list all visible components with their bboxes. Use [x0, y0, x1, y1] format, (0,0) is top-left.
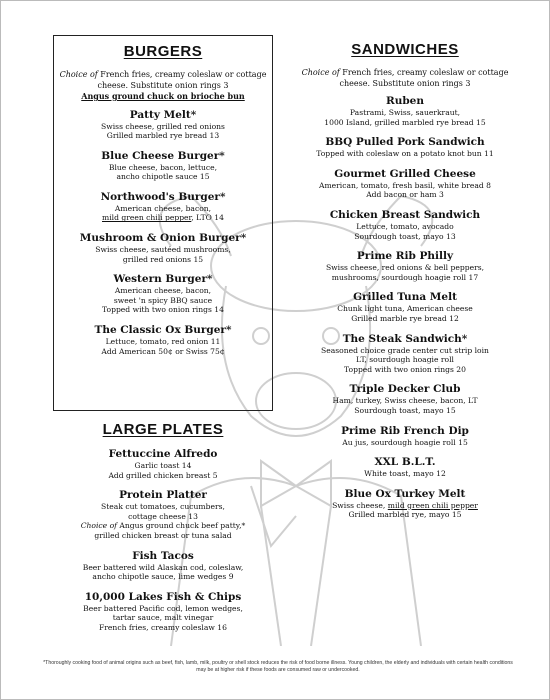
- item-desc: Topped with coleslaw on a potato knot bun 11: [316, 149, 494, 159]
- sandwiches-section: [291, 41, 519, 529]
- item-name: XXL B.L.T.: [374, 456, 436, 469]
- item-name: Fish Tacos: [132, 549, 194, 562]
- item-desc: ancho chipotle sauce 15: [116, 172, 210, 182]
- item-name: Patty Melt*: [129, 108, 197, 121]
- burgers-section: [53, 43, 273, 365]
- menu-item: [53, 591, 273, 633]
- item-desc-lead: Swiss cheese,: [332, 500, 388, 510]
- item-desc: Sourdough toast, mayo 13: [354, 231, 456, 241]
- sandwiches-intro-text: French fries, creamy coleslaw or cottage cheese. Substitute onion rings 3: [339, 68, 509, 88]
- underlined-text: mild green chili pepper: [387, 500, 478, 510]
- menu-item: [291, 383, 519, 415]
- menu-item: [53, 550, 273, 582]
- item-desc: Blue cheese, bacon, lettuce,: [108, 162, 218, 172]
- item-desc: cottage cheese 13: [128, 511, 198, 521]
- item-desc: Add grilled chicken breast 5: [108, 470, 218, 480]
- burgers-intro-underline: Angus ground chuck on brioche bun: [81, 91, 245, 101]
- item-desc: Topped with two onion rings 20: [344, 364, 466, 374]
- item-desc: Grilled marble rye bread 12: [351, 313, 459, 323]
- item-desc-tail: , LTO 14: [191, 213, 224, 223]
- menu-item: [53, 489, 273, 540]
- item-name: 10,000 Lakes Fish & Chips: [84, 590, 242, 603]
- item-desc: Pastrami, Swiss, sauerkraut,: [349, 108, 461, 117]
- item-desc: grilled chicken breast or tuna salad: [94, 530, 232, 540]
- item-desc: Add American 50¢ or Swiss 75¢: [101, 346, 225, 356]
- item-desc: Grilled marbled rye bread 13: [106, 131, 220, 141]
- item-name: Fettuccine Alfredo: [108, 448, 218, 460]
- item-desc: American, tomato, fresh basil, white bread 8: [318, 180, 492, 190]
- item-desc: Beer battered Pacific cod, lemon wedges,: [83, 603, 243, 613]
- item-name: The Steak Sandwich*: [342, 332, 468, 345]
- menu-item: [53, 232, 273, 264]
- burgers-intro-text: French fries, creamy coleslaw or cottage cheese. Substitute onion rings 3: [97, 70, 267, 90]
- item-desc: Au jus, sourdough hoagie roll 15: [342, 437, 468, 447]
- menu-item: [53, 150, 273, 182]
- item-name: Blue Ox Turkey Melt: [344, 487, 466, 500]
- menu-item: [53, 191, 273, 223]
- item-name: Grilled Tuna Melt: [353, 291, 457, 304]
- menu-item: [291, 456, 519, 479]
- large-plates-section: [53, 421, 273, 642]
- menu-item: [291, 488, 519, 520]
- menu-item: [291, 168, 519, 200]
- item-desc: tartar sauce, malt vinegar: [112, 613, 214, 623]
- item-desc: Chunk light tuna, American cheese: [337, 304, 473, 314]
- item-desc: LT, sourdough hoagie roll: [356, 355, 454, 365]
- item-desc: Swiss cheese, grilled red onions: [101, 121, 225, 131]
- item-desc: Lettuce, tomato, red onion 11: [105, 337, 221, 347]
- item-name: Triple Decker Club: [349, 383, 461, 396]
- item-desc: Seasoned choice grade center cut strip loin: [321, 345, 489, 355]
- item-desc: Steak cut tomatoes, cucumbers,: [101, 502, 225, 512]
- menu-item: [291, 291, 519, 323]
- burgers-title: BURGERS: [123, 43, 203, 60]
- item-desc: French fries, creamy coleslaw 16: [99, 622, 227, 632]
- item-name: Ruben: [385, 95, 425, 107]
- item-desc: Lettuce, tomato, avocado: [356, 221, 454, 231]
- item-name: Protein Platter: [119, 489, 207, 502]
- burgers-intro-italic: Choice of: [59, 70, 98, 79]
- menu-item: [291, 136, 519, 159]
- item-name: Gourmet Grilled Cheese: [334, 167, 476, 180]
- item-desc: Sourdough toast, mayo 15: [354, 405, 456, 415]
- item-desc: Swiss cheese, red onions & bell peppers,: [325, 263, 485, 273]
- item-desc: ancho chipotle sauce, lime wedges 9: [92, 572, 234, 582]
- menu-item: [53, 324, 273, 356]
- item-name: Chicken Breast Sandwich: [329, 208, 481, 221]
- item-desc-choice: [53, 521, 273, 531]
- item-desc: Beer battered wild Alaskan cod, coleslaw,: [82, 562, 244, 572]
- item-desc-underlined: [53, 213, 273, 223]
- item-name: Mushroom & Onion Burger*: [79, 232, 247, 245]
- item-desc: mushrooms, sourdough hoagie roll 17: [331, 272, 479, 282]
- menu-item: [53, 273, 273, 315]
- item-desc: 1000 Island, grilled marbled rye bread 15: [324, 117, 486, 127]
- item-name: The Classic Ox Burger*: [94, 324, 232, 337]
- item-desc: Topped with two onion rings 14: [102, 305, 224, 315]
- item-desc: Add bacon or ham 3: [366, 190, 444, 200]
- item-name: BBQ Pulled Pork Sandwich: [325, 136, 485, 149]
- menu-item: [53, 448, 273, 480]
- item-name: Prime Rib French Dip: [341, 424, 469, 437]
- item-name: Prime Rib Philly: [356, 250, 454, 263]
- item-desc-underlined: [291, 501, 519, 511]
- menu-item: [291, 250, 519, 282]
- menu-item: [291, 425, 519, 448]
- large-plates-title: LARGE PLATES: [102, 421, 224, 438]
- menu-item: [291, 333, 519, 375]
- sandwiches-title: SANDWICHES: [351, 41, 459, 58]
- item-name: Northwood's Burger*: [100, 190, 226, 203]
- choice-text: Angus ground chuck beef patty,*: [116, 521, 246, 531]
- item-desc: American cheese, bacon,: [114, 286, 212, 296]
- item-desc: grilled red onions 15: [122, 254, 204, 264]
- item-name: Western Burger*: [113, 273, 213, 286]
- choice-italic: Choice of: [80, 521, 117, 531]
- underlined-text: mild green chili pepper: [102, 213, 192, 223]
- sandwiches-intro: [291, 68, 519, 89]
- menu-item: [291, 95, 519, 127]
- item-desc: Swiss cheese, sautéed mushrooms,: [95, 245, 231, 255]
- burgers-intro: [53, 70, 273, 103]
- menu-item: [53, 109, 273, 141]
- item-desc: Grilled marbled rye, mayo 15: [348, 510, 462, 520]
- item-desc: American cheese, bacon,: [114, 203, 212, 213]
- menu-item: [291, 209, 519, 241]
- item-desc: sweet 'n spicy BBQ sauce: [113, 295, 213, 305]
- item-desc: Ham, turkey, Swiss cheese, bacon, LT: [332, 396, 478, 406]
- item-name: Blue Cheese Burger*: [101, 149, 225, 162]
- sandwiches-intro-italic: Choice of: [301, 68, 340, 77]
- item-desc: Garlic toast 14: [134, 461, 192, 470]
- item-desc: White toast, mayo 12: [364, 469, 446, 479]
- food-safety-footnote: *Thoroughly cooking food of animal origins such as beef, fish, lamb, milk, poultry or shell stock reduces the risk of food borne illness. Young children, the elderly and individuals with certain health conditions may be at higher risk if these foods are consumed raw or undercooked.: [43, 660, 513, 673]
